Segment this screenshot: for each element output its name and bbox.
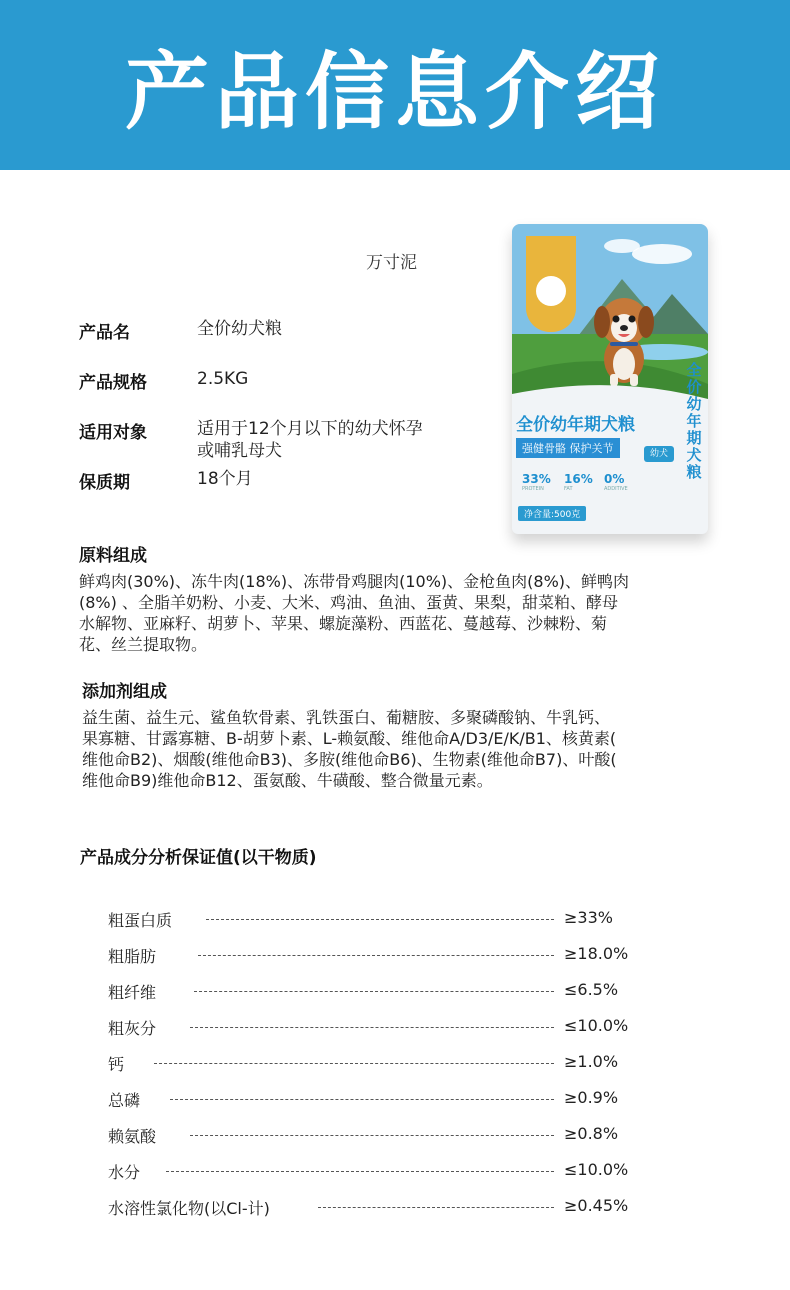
analysis-row: [108, 1160, 638, 1182]
bag-age-badge: 幼犬: [644, 446, 674, 462]
leader-dots: [166, 1171, 554, 1172]
additives-line: 维他命B2)、烟酸(维他命B3)、多胺(维他命B6)、生物素(维他命B7)、叶酸(: [82, 750, 617, 769]
info-value: [197, 418, 457, 462]
additives-line: 果寡糖、甘露寡糖、B-胡萝卜素、L-赖氨酸、维他命A/D3/E/K/B1、核黄素(: [82, 729, 617, 748]
info-label: 保质期: [79, 473, 130, 493]
leader-dots: [170, 1099, 554, 1100]
leader-dots: [206, 919, 554, 920]
analysis-row: [108, 1052, 638, 1074]
analysis-item-value: ≥0.45%: [564, 1196, 629, 1215]
leader-dots: [154, 1063, 554, 1064]
analysis-row: [108, 944, 638, 966]
bag-tagline: 强健骨骼 保护关节: [516, 438, 620, 458]
leader-dots: [194, 991, 554, 992]
bag-net-weight: 净含量:500克: [518, 506, 586, 521]
bag-stat-label: FAT: [564, 486, 573, 492]
bag-stat-additive: 0%: [604, 472, 625, 486]
analysis-row: [108, 908, 638, 930]
info-value: 2.5KG: [197, 369, 249, 389]
analysis-item-name: 粗脂肪: [108, 947, 157, 966]
analysis-item-value: ≤6.5%: [564, 980, 619, 999]
additives-line: 益生菌、益生元、鲨鱼软骨素、乳铁蛋白、葡糖胺、多聚磷酸钠、牛乳钙、: [82, 708, 611, 727]
info-value: 全价幼犬粮: [197, 319, 282, 339]
ingredients-line: 花、丝兰提取物。: [79, 635, 208, 654]
additives-list: [82, 707, 722, 791]
bag-stat-fat: 16%: [564, 472, 593, 486]
analysis-item-value: ≥18.0%: [564, 944, 629, 963]
bag-brand-logo: [526, 236, 576, 332]
ingredients-list: [79, 571, 719, 655]
analysis-item-value: ≥0.9%: [564, 1088, 619, 1107]
analysis-item-name: 赖氨酸: [108, 1127, 157, 1146]
analysis-item-name: 水溶性氯化物(以Cl-计): [108, 1199, 270, 1218]
ingredients-line: (8%) 、全脂羊奶粉、小麦、大米、鸡油、鱼油、蛋黄、果梨，甜菜粕、酵母: [79, 593, 618, 612]
analysis-row: [108, 1016, 638, 1038]
analysis-item-name: 钙: [108, 1055, 125, 1074]
header-banner: [0, 0, 790, 170]
analysis-item-name: 粗纤维: [108, 983, 157, 1002]
page-title: 产品信息介绍: [124, 42, 665, 141]
info-label: 产品名: [79, 323, 130, 343]
analysis-item-value: ≤10.0%: [564, 1160, 629, 1179]
product-bag-image: [512, 224, 708, 534]
analysis-item-name: 粗灰分: [108, 1019, 157, 1038]
analysis-row: [108, 1124, 638, 1146]
logo-mark-icon: [536, 276, 566, 306]
leader-dots: [190, 1135, 554, 1136]
bag-stat-label: ADDITIVE: [604, 486, 628, 492]
ingredients-line: 水解物、亚麻籽、胡萝卜、苹果、螺旋藻粉、西蓝花、蔓越莓、沙棘粉、菊: [79, 614, 608, 633]
info-value: 18个月: [197, 469, 253, 489]
ingredients-line: 鲜鸡肉(30%)、冻牛肉(18%)、冻带骨鸡腿肉(10%)、金枪鱼肉(8%)、鲜鸭肉: [79, 572, 630, 591]
analysis-item-name: 总磷: [108, 1091, 141, 1110]
info-value-line: 适用于12个月以下的幼犬怀孕: [197, 419, 423, 439]
analysis-row: [108, 1196, 638, 1218]
info-label: 产品规格: [79, 373, 147, 393]
ingredients-title: 原料组成: [79, 546, 147, 566]
info-label: 适用对象: [79, 423, 147, 443]
info-value-line: 或哺乳母犬: [197, 441, 282, 461]
analysis-item-value: ≤10.0%: [564, 1016, 629, 1035]
analysis-item-value: ≥33%: [564, 908, 613, 927]
analysis-item-value: ≥1.0%: [564, 1052, 619, 1071]
bag-stat-protein: 33%: [522, 472, 551, 486]
analysis-row: [108, 980, 638, 1002]
analysis-item-value: ≥0.8%: [564, 1124, 619, 1143]
additives-line: 维他命B9)维他命B12、蛋氨酸、牛磺酸、整合微量元素。: [82, 771, 493, 790]
analysis-item-name: 粗蛋白质: [108, 911, 173, 930]
analysis-row: [108, 1088, 638, 1110]
bag-stat-label: PROTEIN: [522, 486, 544, 492]
additives-title: 添加剂组成: [82, 682, 167, 702]
analysis-item-name: 水分: [108, 1163, 141, 1182]
bag-side-text: 全价幼年期犬粮: [686, 361, 702, 481]
leader-dots: [190, 1027, 554, 1028]
analysis-title: 产品成分分析保证值(以干物质): [80, 848, 317, 868]
leader-dots: [318, 1207, 554, 1208]
leader-dots: [198, 955, 554, 956]
bag-product-name: 全价幼年期犬粮: [516, 415, 635, 435]
brand-name: 万寸泥: [366, 253, 417, 273]
